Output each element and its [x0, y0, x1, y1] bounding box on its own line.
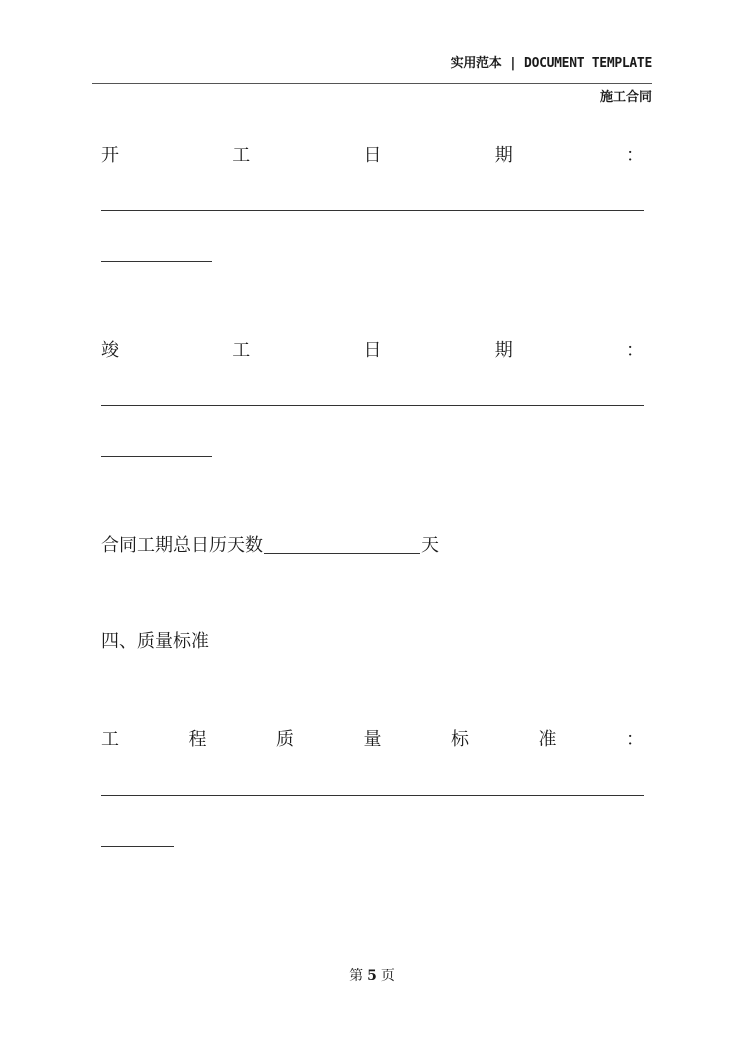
header-subtitle: 施工合同 [599, 90, 652, 105]
page-number: 5 [367, 968, 377, 984]
label-char: 日 [363, 145, 382, 166]
label-char: 开 [101, 145, 119, 166]
label-char: 期 [494, 340, 513, 361]
label-char: 准 [538, 729, 557, 750]
header-title: 实用范本 | DOCUMENT TEMPLATE [450, 56, 652, 71]
label-char: 期 [494, 145, 513, 166]
start-date-blank[interactable] [101, 210, 644, 211]
duration-line [101, 534, 439, 558]
header-divider [92, 83, 652, 84]
label-char: 竣 [101, 340, 119, 361]
quality-standard-blank[interactable] [101, 795, 644, 796]
label-char: ： [626, 340, 644, 361]
end-date-blank-continued[interactable] [101, 456, 212, 457]
label-char: ： [626, 145, 644, 166]
duration-prefix: 合同工期总日历天数 [101, 535, 263, 556]
label-char: 质 [276, 729, 294, 750]
duration-suffix: 天 [421, 535, 439, 556]
label-char: 程 [188, 729, 207, 750]
page-footer [0, 965, 744, 985]
start-date-blank-continued[interactable] [101, 261, 212, 262]
label-char: 量 [363, 729, 382, 750]
quality-heading: 四、质量标准 [101, 631, 209, 652]
label-char: 工 [232, 340, 251, 361]
label-char: ： [626, 729, 644, 750]
quality-standard-blank-continued[interactable] [101, 846, 174, 847]
end-date-blank[interactable] [101, 405, 644, 406]
footer-prefix: 第 [349, 968, 364, 984]
duration-blank[interactable] [264, 552, 420, 554]
quality-standard-label [101, 728, 644, 752]
label-char: 工 [101, 729, 119, 750]
footer-suffix: 页 [380, 968, 395, 984]
label-char: 标 [451, 729, 469, 750]
end-date-label [101, 339, 644, 363]
label-char: 日 [363, 340, 382, 361]
label-char: 工 [232, 145, 251, 166]
start-date-label [101, 144, 644, 168]
